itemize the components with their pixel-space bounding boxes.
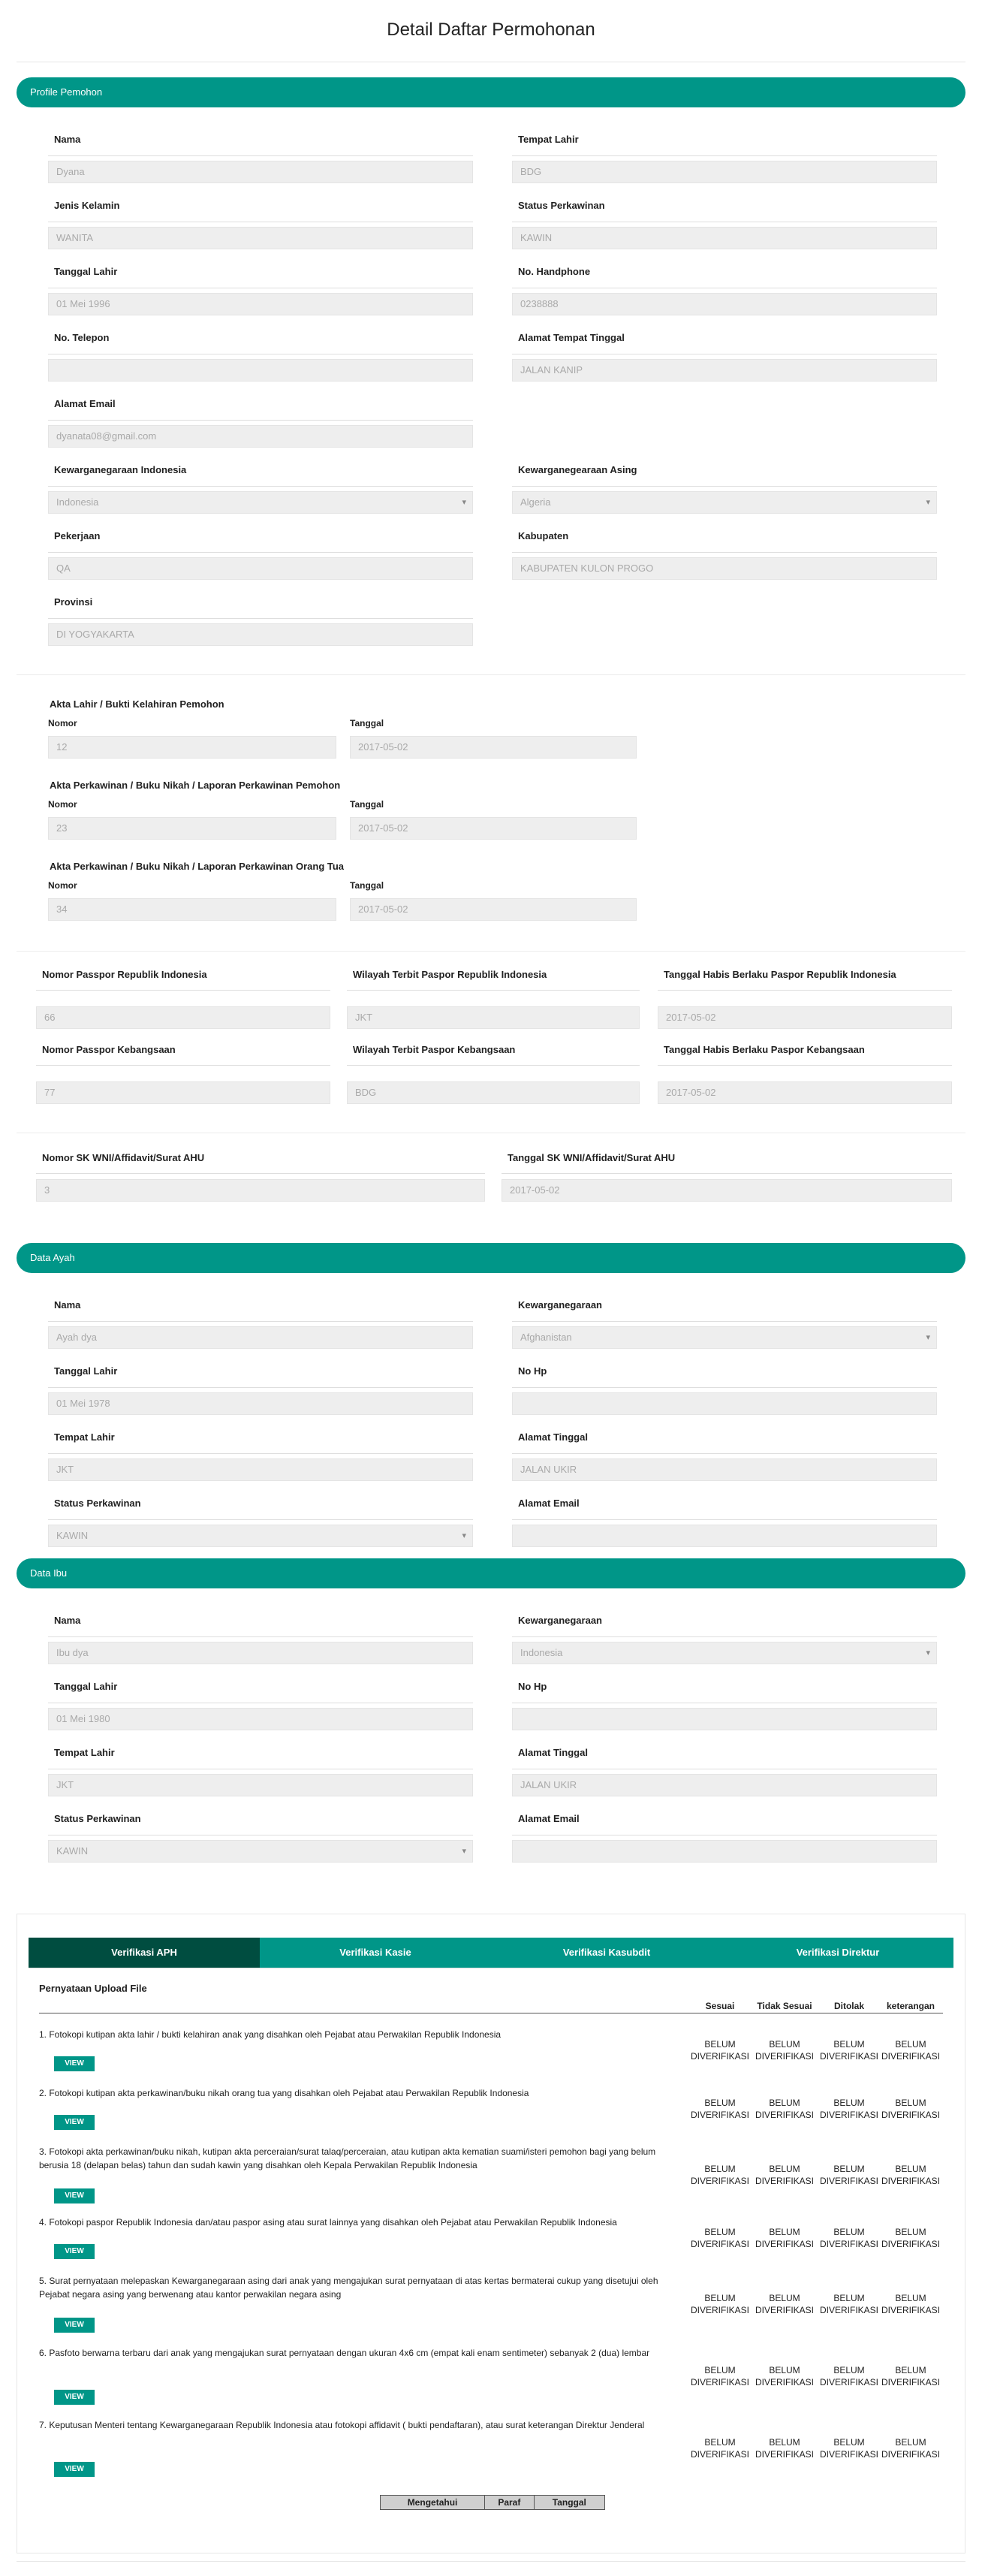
akta-lahir-title: Akta Lahir / Bukti Kelahiran Pemohon	[50, 698, 224, 710]
status-line: BELUM	[833, 2098, 865, 2108]
status-line: BELUM	[769, 2039, 800, 2050]
label-ayah-tanggal-lahir: Tanggal Lahir	[54, 1365, 118, 1377]
status-ditolak-2	[817, 2097, 881, 2121]
paspor-kb-nomor-field[interactable]: 77	[36, 1081, 330, 1104]
status-line: BELUM	[704, 2164, 736, 2174]
akta-perkawinan-ortu-tanggal-field[interactable]: 2017-05-02	[350, 898, 637, 921]
view-button-7[interactable]: VIEW	[54, 2462, 95, 2477]
label-status-perkawinan: Status Perkawinan	[518, 200, 605, 211]
divider	[502, 1173, 952, 1174]
label-no-telepon: No. Telepon	[54, 332, 110, 343]
label-provinsi: Provinsi	[54, 596, 93, 608]
status-sesuai-3	[688, 2163, 752, 2187]
label-ayah-nama: Nama	[54, 1299, 81, 1311]
status-line: DIVERIFIKASI	[690, 2377, 750, 2387]
upload-title: Pernyataan Upload File	[39, 1983, 147, 1994]
label-sk-nomor: Nomor SK WNI/Affidavit/Surat AHU	[42, 1152, 205, 1163]
divider	[48, 1519, 473, 1520]
status-tidak-sesuai-6	[752, 2364, 817, 2388]
label-ayah-no-hp: No Hp	[518, 1365, 547, 1377]
ayah-no-hp-field[interactable]	[512, 1392, 937, 1415]
status-line: BELUM	[704, 2039, 736, 2050]
tab-verifikasi-direktur[interactable]: Verifikasi Direktur	[722, 1938, 953, 1968]
label-alamat-tinggal: Alamat Tempat Tinggal	[518, 332, 625, 343]
akta-perkawinan-ortu-nomor-field[interactable]: 34	[48, 898, 336, 921]
akta-perkawinan-pemohon-tanggal-field[interactable]: 2017-05-02	[350, 817, 637, 840]
divider	[17, 674, 965, 675]
status-line: BELUM	[704, 2227, 736, 2237]
status-sesuai-2	[688, 2097, 752, 2121]
label-no-handphone: No. Handphone	[518, 266, 591, 277]
status-line: DIVERIFIKASI	[690, 2051, 750, 2062]
akta-perkawinan-pemohon-title: Akta Perkawinan / Buku Nikah / Laporan Perkawinan Pemohon	[50, 780, 341, 791]
view-button-1[interactable]: VIEW	[54, 2056, 95, 2071]
status-line: BELUM	[769, 2227, 800, 2237]
label-paspor-ri-nomor: Nomor Passpor Republik Indonesia	[42, 969, 207, 980]
ibu-nama-field[interactable]: Ibu dya	[48, 1642, 473, 1664]
status-line: DIVERIFIKASI	[819, 2176, 879, 2186]
akta-lahir-nomor-label: Nomor	[48, 718, 77, 728]
divider	[658, 1065, 952, 1066]
status-sesuai-7	[688, 2436, 752, 2460]
label-paspor-ri-tanggal: Tanggal Habis Berlaku Paspor Republik Indonesia	[664, 969, 896, 980]
status-line: DIVERIFIKASI	[755, 2051, 815, 2062]
divider	[512, 1519, 937, 1520]
tempat-lahir-field[interactable]: BDG	[512, 161, 937, 183]
status-line: DIVERIFIKASI	[755, 2305, 815, 2315]
document-item-4: 4. Fotokopi paspor Republik Indonesia dan/atau paspor asing atau surat lainnya yang disahkan oleh Pejabat atau Perwakilan Republik Indonesia	[39, 2217, 617, 2228]
status-line: BELUM	[895, 2164, 926, 2174]
label-email: Alamat Email	[54, 398, 116, 409]
status-tidak-sesuai-1	[752, 2038, 817, 2062]
provinsi-field[interactable]: DI YOGYAKARTA	[48, 623, 473, 646]
label-ayah-alamat: Alamat Tinggal	[518, 1431, 588, 1443]
status-line: DIVERIFIKASI	[819, 2051, 879, 2062]
page-title: Detail Daftar Permohonan	[387, 20, 595, 40]
document-item-6: 6. Pasfoto berwarna terbaru dari anak yang mengajukan surat pernyataan dengan ukuran 4x6 cm (empat kali enam sentimeter) sebanyak 2 (dua) lembar	[39, 2348, 650, 2358]
akta-perkawinan-pemohon-tanggal-label: Tanggal	[350, 799, 384, 810]
view-button-4[interactable]: VIEW	[54, 2244, 95, 2259]
label-ibu-nama: Nama	[54, 1615, 81, 1626]
akta-perkawinan-pemohon-nomor-field[interactable]: 23	[48, 817, 336, 840]
divider	[512, 155, 937, 156]
status-line: BELUM	[833, 2227, 865, 2237]
label-ayah-kwn: Kewarganegaraan	[518, 1299, 602, 1311]
status-tidak-sesuai-7	[752, 2436, 817, 2460]
paspor-kb-tanggal-field[interactable]: 2017-05-02	[658, 1081, 952, 1104]
label-ibu-tanggal-lahir: Tanggal Lahir	[54, 1681, 118, 1692]
divider	[347, 990, 640, 991]
ayah-email-field[interactable]	[512, 1525, 937, 1547]
label-kwn-indonesia: Kewarganegaraan Indonesia	[54, 464, 187, 475]
status-ditolak-6	[817, 2364, 881, 2388]
akta-perkawinan-ortu-title: Akta Perkawinan / Buku Nikah / Laporan Perkawinan Orang Tua	[50, 861, 345, 872]
view-button-3[interactable]: VIEW	[54, 2188, 95, 2203]
label-ibu-alamat: Alamat Tinggal	[518, 1747, 588, 1758]
status-ditolak-7	[817, 2436, 881, 2460]
nama-field[interactable]: Dyana	[48, 161, 473, 183]
akta-lahir-nomor-field[interactable]: 12	[48, 736, 336, 759]
ayah-kwn-select[interactable]: Afghanistan ▾	[512, 1326, 937, 1349]
ayah-tanggal-lahir-field[interactable]: 01 Mei 1978	[48, 1392, 473, 1415]
status-line: BELUM	[704, 2098, 736, 2108]
label-ibu-no-hp: No Hp	[518, 1681, 547, 1692]
status-tidak-sesuai-3	[752, 2163, 817, 2187]
kwn-indonesia-select[interactable]: Indonesia ▾	[48, 491, 473, 514]
status-line: DIVERIFIKASI	[690, 2176, 750, 2186]
status-line: BELUM	[769, 2365, 800, 2375]
paspor-ri-nomor-field[interactable]: 66	[36, 1006, 330, 1029]
status-line: DIVERIFIKASI	[819, 2110, 879, 2120]
status-perkawinan-field[interactable]: KAWIN	[512, 227, 937, 249]
status-line: BELUM	[833, 2365, 865, 2375]
status-line: DIVERIFIKASI	[755, 2449, 815, 2460]
divider	[36, 1065, 330, 1066]
no-handphone-field[interactable]: 0238888	[512, 293, 937, 315]
status-tidak-sesuai-4	[752, 2226, 817, 2250]
label-paspor-ri-wilayah: Wilayah Terbit Paspor Republik Indonesia	[353, 969, 547, 980]
divider	[512, 486, 937, 487]
label-paspor-kb-nomor: Nomor Passpor Kebangsaan	[42, 1044, 176, 1055]
column-header-keterangan: keterangan	[886, 2001, 935, 2011]
divider	[347, 1065, 640, 1066]
email-field[interactable]: dyanata08@gmail.com	[48, 425, 473, 448]
divider	[48, 618, 473, 619]
section-header-profile: Profile Pemohon	[17, 77, 965, 107]
status-sesuai-1	[688, 2038, 752, 2062]
view-button-2[interactable]: VIEW	[54, 2115, 95, 2130]
ibu-email-field[interactable]	[512, 1840, 937, 1863]
status-ditolak-5	[817, 2292, 881, 2316]
status-line: DIVERIFIKASI	[881, 2449, 941, 2460]
sign-table	[380, 2495, 605, 2510]
divider	[48, 1453, 473, 1454]
divider	[48, 155, 473, 156]
divider	[48, 1321, 473, 1322]
ayah-tempat-lahir-field[interactable]: JKT	[48, 1458, 473, 1481]
status-tidak-sesuai-5	[752, 2292, 817, 2316]
status-ditolak-4	[817, 2226, 881, 2250]
status-keterangan-7	[878, 2436, 943, 2460]
ibu-status-select[interactable]: KAWIN ▾	[48, 1840, 473, 1863]
status-line: BELUM	[895, 2293, 926, 2303]
status-line: BELUM	[895, 2098, 926, 2108]
label-tempat-lahir: Tempat Lahir	[518, 134, 579, 145]
divider	[36, 990, 330, 991]
status-line: BELUM	[704, 2437, 736, 2448]
akta-perkawinan-pemohon-nomor-label: Nomor	[48, 799, 77, 810]
status-line: DIVERIFIKASI	[819, 2305, 879, 2315]
status-keterangan-4	[878, 2226, 943, 2250]
status-line: DIVERIFIKASI	[690, 2449, 750, 2460]
status-line: BELUM	[895, 2437, 926, 2448]
divider	[512, 1453, 937, 1454]
status-line: BELUM	[833, 2293, 865, 2303]
label-paspor-kb-tanggal: Tanggal Habis Berlaku Paspor Kebangsaan	[664, 1044, 865, 1055]
status-line: DIVERIFIKASI	[881, 2305, 941, 2315]
status-line: BELUM	[895, 2227, 926, 2237]
document-item-1: 1. Fotokopi kutipan akta lahir / bukti kelahiran anak yang disahkan oleh Pejabat atau Perwakilan Republik Indonesia	[39, 2029, 502, 2040]
status-line: DIVERIFIKASI	[819, 2239, 879, 2249]
akta-perkawinan-ortu-nomor-label: Nomor	[48, 880, 77, 891]
status-keterangan-5	[878, 2292, 943, 2316]
status-line: BELUM	[704, 2293, 736, 2303]
sk-tanggal-field[interactable]: 2017-05-02	[502, 1179, 952, 1202]
tab-verifikasi-kasubdit[interactable]: Verifikasi Kasubdit	[491, 1938, 722, 1968]
status-line: DIVERIFIKASI	[819, 2449, 879, 2460]
verification-tabs	[29, 1938, 953, 1968]
status-sesuai-5	[688, 2292, 752, 2316]
status-tidak-sesuai-2	[752, 2097, 817, 2121]
status-ditolak-1	[817, 2038, 881, 2062]
status-line: BELUM	[704, 2365, 736, 2375]
divider	[512, 1636, 937, 1637]
status-line: DIVERIFIKASI	[690, 2305, 750, 2315]
status-sesuai-6	[688, 2364, 752, 2388]
label-ibu-tempat-lahir: Tempat Lahir	[54, 1747, 115, 1758]
label-kwn-asing: Kewarganegearaan Asing	[518, 464, 637, 475]
status-line: BELUM	[895, 2365, 926, 2375]
divider	[512, 552, 937, 553]
status-line: BELUM	[769, 2293, 800, 2303]
label-jenis-kelamin: Jenis Kelamin	[54, 200, 120, 211]
status-line: BELUM	[833, 2039, 865, 2050]
status-line: DIVERIFIKASI	[755, 2239, 815, 2249]
label-sk-tanggal: Tanggal SK WNI/Affidavit/Surat AHU	[508, 1152, 676, 1163]
label-tanggal-lahir: Tanggal Lahir	[54, 266, 118, 277]
kwn-asing-select[interactable]: Algeria ▾	[512, 491, 937, 514]
document-item-5: 5. Surat pernyataan melepaskan Kewarganegaraan asing dari anak yang mengajukan surat pernyataan di atas kertas bermaterai cukup yang disetujui oleh Pejabat negara asing yang berwenang atau kantor perwakilan negara asing	[39, 2276, 658, 2300]
status-line: BELUM	[769, 2164, 800, 2174]
akta-lahir-tanggal-label: Tanggal	[350, 718, 384, 728]
divider	[512, 1321, 937, 1322]
jenis-kelamin-field[interactable]: WANITA	[48, 227, 473, 249]
kabupaten-field[interactable]: KABUPATEN KULON PROGO	[512, 557, 937, 580]
ibu-tempat-lahir-field[interactable]: JKT	[48, 1774, 473, 1796]
status-line: DIVERIFIKASI	[881, 2110, 941, 2120]
ibu-no-hp-field[interactable]	[512, 1708, 937, 1730]
ibu-tanggal-lahir-field[interactable]: 01 Mei 1980	[48, 1708, 473, 1730]
divider	[48, 1636, 473, 1637]
column-header-tidak-sesuai: Tidak Sesuai	[757, 2001, 812, 2011]
sign-tanggal: Tanggal	[552, 2497, 586, 2508]
paspor-kb-wilayah-field[interactable]: BDG	[347, 1081, 640, 1104]
status-ditolak-3	[817, 2163, 881, 2187]
column-header-ditolak: Ditolak	[833, 2001, 864, 2011]
document-item-7: 7. Keputusan Menteri tentang Kewarganegaraan Republik Indonesia atau fotokopi affidavit ( bukti pendaftaran), atau surat keterangan Direktur Jenderal	[39, 2420, 645, 2430]
label-ayah-email: Alamat Email	[518, 1498, 580, 1509]
ayah-status-select[interactable]: KAWIN ▾	[48, 1525, 473, 1547]
ibu-kwn-select[interactable]: Indonesia ▾	[512, 1642, 937, 1664]
label-ibu-kwn: Kewarganegaraan	[518, 1615, 602, 1626]
status-line: BELUM	[769, 2437, 800, 2448]
status-line: DIVERIFIKASI	[881, 2377, 941, 2387]
ayah-nama-field[interactable]: Ayah dya	[48, 1326, 473, 1349]
tanggal-lahir-field[interactable]: 01 Mei 1996	[48, 293, 473, 315]
status-line: DIVERIFIKASI	[881, 2239, 941, 2249]
status-line: BELUM	[833, 2437, 865, 2448]
status-keterangan-1	[878, 2038, 943, 2062]
view-button-5[interactable]: VIEW	[54, 2318, 95, 2333]
status-line: DIVERIFIKASI	[755, 2110, 815, 2120]
status-line: DIVERIFIKASI	[755, 2377, 815, 2387]
paspor-ri-tanggal-field[interactable]: 2017-05-02	[658, 1006, 952, 1029]
label-ayah-status: Status Perkawinan	[54, 1498, 141, 1509]
sign-mengetahui: Mengetahui	[381, 2496, 485, 2509]
divider	[36, 1173, 485, 1174]
paspor-ri-wilayah-field[interactable]: JKT	[347, 1006, 640, 1029]
status-line: DIVERIFIKASI	[881, 2176, 941, 2186]
alamat-tinggal-field[interactable]: JALAN KANIP	[512, 359, 937, 382]
divider	[17, 2561, 965, 2562]
sk-nomor-field[interactable]: 3	[36, 1179, 485, 1202]
document-item-3: 3. Fotokopi akta perkawinan/buku nikah, kutipan akta perceraian/surat talaq/perceraian, atau kutipan akta kematian suami/isteri pemohon bagi yang belum berusia 18 (delapan belas) tahun dan sudah kawin yang disahkan oleh Kepala Perwakilan Republik Indonesia	[39, 2146, 656, 2170]
status-line: DIVERIFIKASI	[690, 2239, 750, 2249]
divider	[48, 420, 473, 421]
status-line: DIVERIFIKASI	[755, 2176, 815, 2186]
status-sesuai-4	[688, 2226, 752, 2250]
akta-perkawinan-ortu-tanggal-label: Tanggal	[350, 880, 384, 891]
status-line: DIVERIFIKASI	[881, 2051, 941, 2062]
divider	[48, 552, 473, 553]
divider	[658, 990, 952, 991]
document-item-2: 2. Fotokopi kutipan akta perkawinan/buku nikah orang tua yang disahkan oleh Pejabat atau Perwakilan Republik Indonesia	[39, 2088, 529, 2098]
section-header-ayah: Data Ayah	[17, 1243, 965, 1273]
label-ibu-email: Alamat Email	[518, 1813, 580, 1824]
status-keterangan-2	[878, 2097, 943, 2121]
status-line: BELUM	[769, 2098, 800, 2108]
label-kabupaten: Kabupaten	[518, 530, 569, 541]
status-line: DIVERIFIKASI	[819, 2377, 879, 2387]
status-keterangan-6	[878, 2364, 943, 2388]
label-ibu-status: Status Perkawinan	[54, 1813, 141, 1824]
status-line: BELUM	[833, 2164, 865, 2174]
status-line: BELUM	[895, 2039, 926, 2050]
label-pekerjaan: Pekerjaan	[54, 530, 101, 541]
divider	[512, 1387, 937, 1388]
divider	[17, 951, 965, 952]
pekerjaan-field[interactable]: QA	[48, 557, 473, 580]
label-ayah-tempat-lahir: Tempat Lahir	[54, 1431, 115, 1443]
label-nama: Nama	[54, 134, 81, 145]
view-button-6[interactable]: VIEW	[54, 2390, 95, 2405]
status-keterangan-3	[878, 2163, 943, 2187]
label-paspor-kb-wilayah: Wilayah Terbit Paspor Kebangsaan	[353, 1044, 516, 1055]
akta-lahir-tanggal-field[interactable]: 2017-05-02	[350, 736, 637, 759]
divider	[48, 1387, 473, 1388]
tab-verifikasi-aph[interactable]: Verifikasi APH	[29, 1938, 260, 1968]
ayah-alamat-field[interactable]: JALAN UKIR	[512, 1458, 937, 1481]
section-header-ibu: Data Ibu	[17, 1558, 965, 1588]
status-line: DIVERIFIKASI	[690, 2110, 750, 2120]
column-header-sesuai: Sesuai	[705, 2001, 735, 2011]
no-telepon-field[interactable]	[48, 359, 473, 382]
ibu-alamat-field[interactable]: JALAN UKIR	[512, 1774, 937, 1796]
sign-paraf: Paraf	[485, 2496, 535, 2509]
divider	[48, 486, 473, 487]
tab-verifikasi-kasie[interactable]: Verifikasi Kasie	[260, 1938, 491, 1968]
